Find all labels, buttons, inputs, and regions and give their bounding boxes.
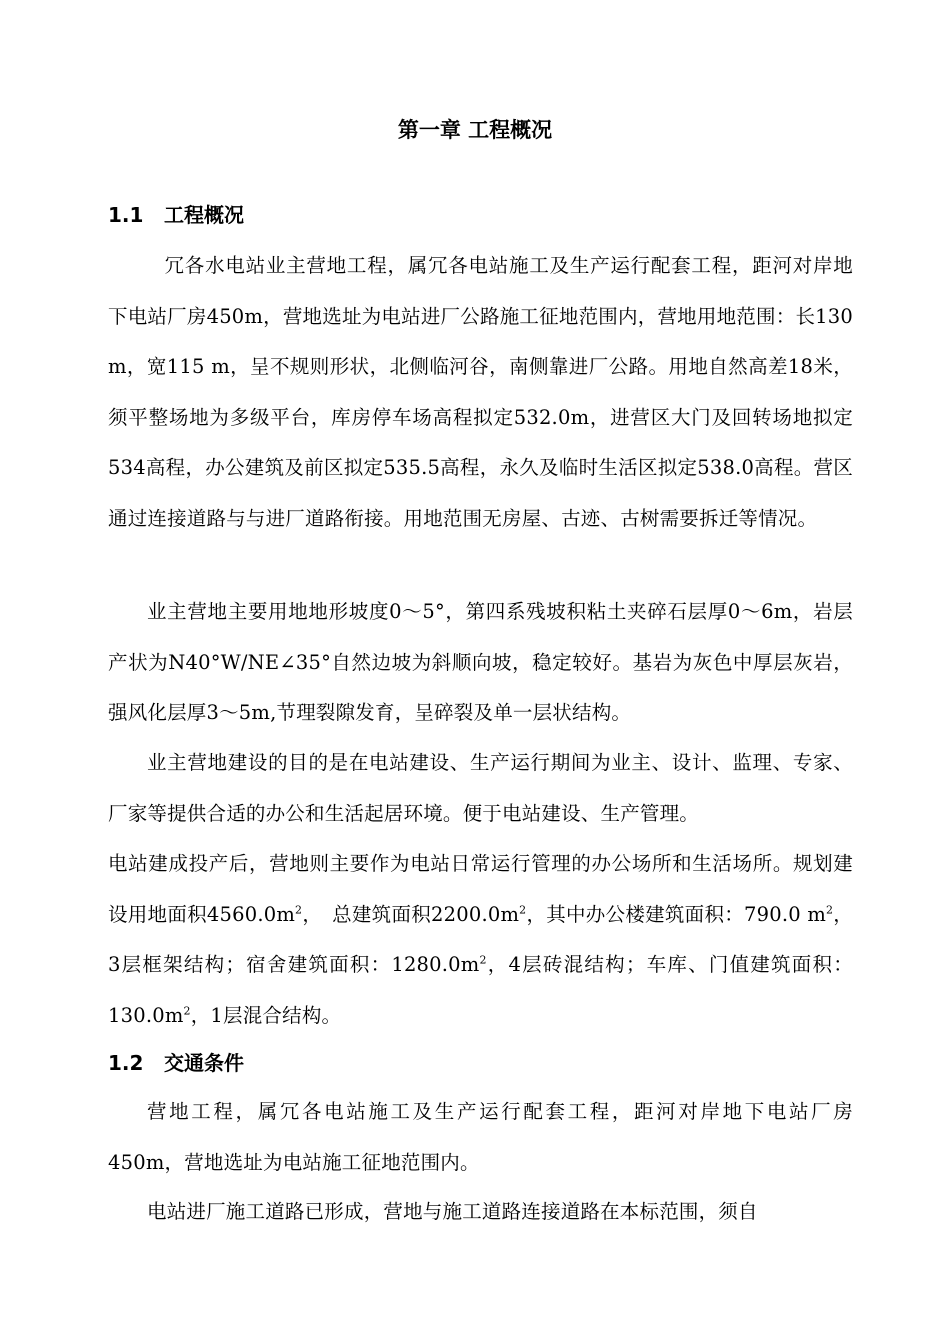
text-run: 电站建成投产后，营地则主要作为电站日常运行管理的办公场所和生活场所。规划建设用地面积4560.0m	[108, 852, 853, 926]
text-run: ，其中办公楼建筑面积：790.0 m	[526, 902, 827, 926]
superscript: 2	[183, 1004, 191, 1017]
superscript: 2	[295, 903, 303, 916]
text-run: ， 总建筑面积2200.0m	[302, 902, 520, 926]
paragraph: 电站进厂施工道路已形成，营地与施工道路连接道路在本标范围，须自	[147, 1200, 758, 1223]
superscript: 2	[826, 903, 834, 916]
section-heading-1-2	[108, 1049, 244, 1077]
paragraph-line	[108, 839, 853, 1041]
section-heading-1-1	[108, 201, 244, 229]
paragraph: 营地工程，属冗各电站施工及生产运行配套工程，距河对岸地下电站厂房450m，营地选址为电站施工征地范围内。	[108, 1100, 853, 1174]
paragraph-with-areas	[108, 738, 853, 1041]
superscript: 2	[519, 903, 527, 916]
paragraph: 业主营地主要用地地形坡度0～5°，第四系残坡积粘土夹碎石层厚0～6m，岩层产状为N40°W/NE∠35°自然边坡为斜顺向坡，稳定较好。基岩为灰色中厚层灰岩，强风化层厚3～5m,节理裂隙发育，呈碎裂及单一层状结构。	[108, 600, 853, 724]
chapter-title: 第一章 工程概况	[397, 118, 553, 142]
text-run: ，4层砖混结构；车库、门值建筑面积：130.0m	[108, 953, 853, 1027]
text-run: ，1层混合结构。	[190, 1003, 342, 1027]
section-title: 工程概况	[164, 203, 244, 227]
text-run: ，3层框架结构；宿舍建筑面积：1280.0m	[108, 902, 853, 976]
section-number: 1.1	[108, 203, 144, 227]
section-number: 1.2	[108, 1051, 144, 1075]
paragraph: 冗各水电站业主营地工程，属冗各电站施工及生产运行配套工程，距河对岸地下电站厂房450m，营地选址为电站进厂公路施工征地范围内，营地用地范围：长130 m，宽115 m，呈不规则形状，北侧临河谷，南侧靠进厂公路。用地自然高差18米，须平整场地为多级平台，库房停车场高程拟定532.0m，进营区大门及回转场地拟定534高程，办公建筑及前区拟定535.5高程，永久及临时生活区拟定538.0高程。营区通过连接道路与与进厂道路衔接。用地范围无房屋、古迹、古树需要拆迁等情况。	[108, 254, 853, 530]
superscript: 2	[479, 953, 487, 967]
paragraph-line: 业主营地建设的目的是在电站建设、生产运行期间为业主、设计、监理、专家、厂家等提供合适的办公和生活起居环境。便于电站建设、生产管理。	[108, 751, 853, 825]
section-title: 交通条件	[164, 1051, 244, 1075]
